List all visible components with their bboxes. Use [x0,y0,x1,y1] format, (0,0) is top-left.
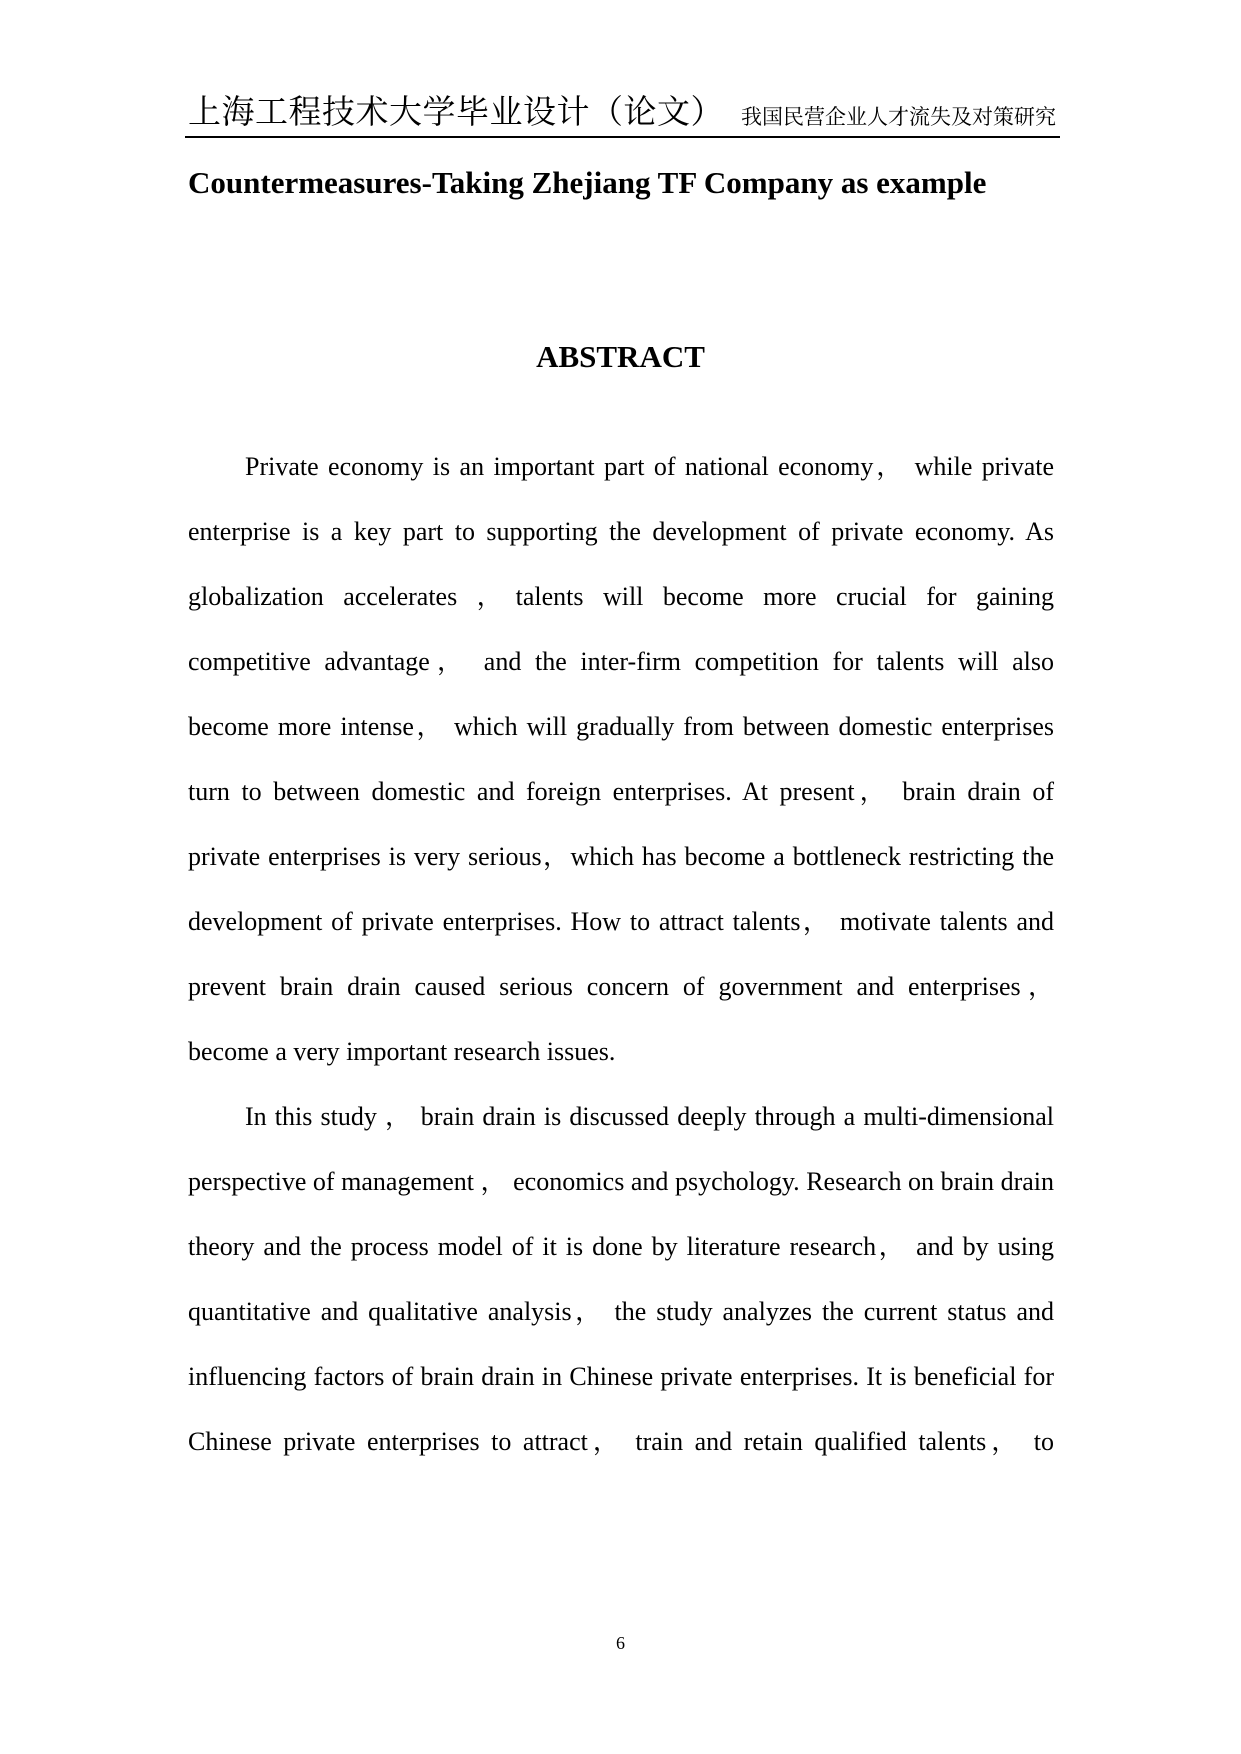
header-topic: 我国民营企业人才流失及对策研究 [741,105,1056,129]
page-header [185,92,1060,138]
english-title-line: Countermeasures-Taking Zhejiang TF Company as example [188,165,987,200]
page-number: 6 [616,1633,625,1653]
abstract-body [188,434,1054,1474]
abstract-heading: ABSTRACT [536,339,705,374]
abstract-paragraph-1: Private economy is an important part of national economy， while private enterprise is a key part to supporting the development of private economy. As globalization accelerates ，talents will become more crucial for gaining competitive advantage， and the inter-firm competition for talents will also become more intense， which will gradually from between domestic enterprises turn to between domestic and foreign enterprises. At present， brain drain of private enterprises is very serious，which has become a bottleneck restricting the development of private enterprises. How to attract talents， motivate talents and prevent brain drain caused serious concern of government and enterprises， become a very important research issues. [188,452,1054,1066]
abstract-paragraph-2: In this study ， brain drain is discussed deeply through a multi-dimensional perspective of management ， economics and psychology. Research on brain drain theory and the process model of it is done by literature research， and by using quantitative and qualitative analysis， the study analyzes the current status and influencing factors of brain drain in Chinese private enterprises. It is beneficial for Chinese private enterprises to attract， train and retain qualified talents， to [188,1102,1054,1456]
header-thesis-title: 上海工程技术大学毕业设计（论文） [188,95,724,131]
